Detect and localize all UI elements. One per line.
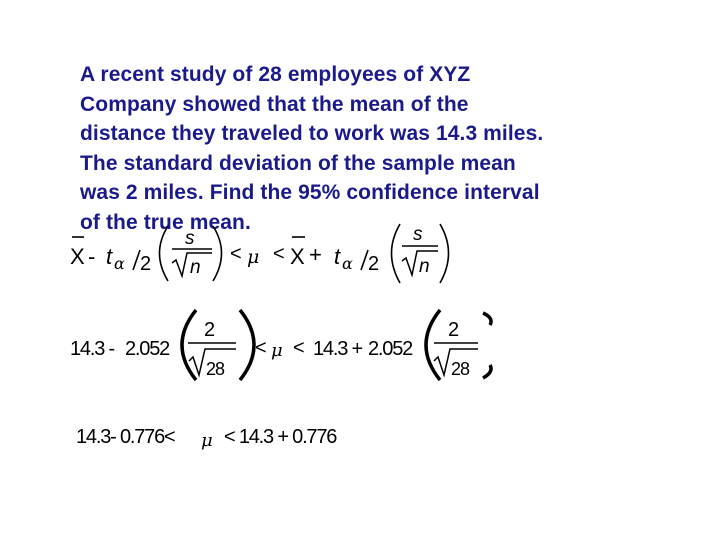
alpha-left: α [114,254,125,273]
paren-close-left [213,226,222,281]
xbar-right: X [290,244,305,269]
paren-close-right [440,224,449,283]
sub-mean-plus: 14.3 + [313,338,362,360]
problem-line-4: The standard deviation of the sample mean [80,151,516,175]
t-symbol-left: t [106,244,113,269]
sub-paren-open-left [182,310,196,380]
sub-n-right: 28 [451,359,470,379]
half-left: 2 [140,253,152,275]
n-left: n [190,257,201,278]
paren-open-right [392,224,401,283]
problem-line-1: A recent study of 28 employees of XYZ [80,63,471,86]
paren-open-left [160,226,169,281]
t-symbol-right: t [334,244,341,269]
s-right: s [413,224,423,245]
sub-t-value-left: 2.052 [125,338,170,360]
problem-line-2: Company showed that the mean of the [80,92,469,116]
fraction-slash-left [133,250,140,270]
mu-symbol: μ [247,246,260,268]
sub-paren-close-left [240,310,254,380]
problem-line-6: of the true mean. [80,210,251,234]
sub-paren-open-right [426,310,440,380]
sub-s-right: 2 [448,319,460,341]
sub-mean-minus: 14.3 - [70,338,114,360]
lt-right: < [273,243,285,265]
sub-s-left: 2 [204,319,216,341]
substituted-formula [70,310,491,380]
general-formula [70,224,449,283]
sub-mu-symbol: μ [271,340,283,361]
sub-t-value-right: 2.052 [368,338,413,360]
result-formula [76,426,337,451]
minus-sign: - [88,244,96,269]
result-lower: 14.3- 0.776< [76,426,175,448]
sub-n-left: 28 [206,359,225,379]
problem-line-5: was 2 miles. Find the 95% confidence interval [80,181,540,204]
sub-lt-left: < [255,337,267,359]
sub-paren-close-right-bottom [483,365,491,378]
half-right: 2 [368,253,380,275]
alpha-right: α [342,254,353,273]
result-upper: < 14.3 + 0.776 [224,426,337,448]
xbar-left: X [70,244,85,269]
n-right: n [419,256,430,277]
problem-line-3: distance they traveled to work was 14.3 miles. [80,122,544,145]
sub-paren-close-right-top [483,313,491,325]
plus-sign: + [309,242,322,267]
fraction-slash-right [361,250,368,270]
lt-left: < [230,243,242,265]
result-mu-symbol: μ [201,430,213,451]
sub-lt-right: < [293,337,305,359]
s-left: s [185,228,195,249]
